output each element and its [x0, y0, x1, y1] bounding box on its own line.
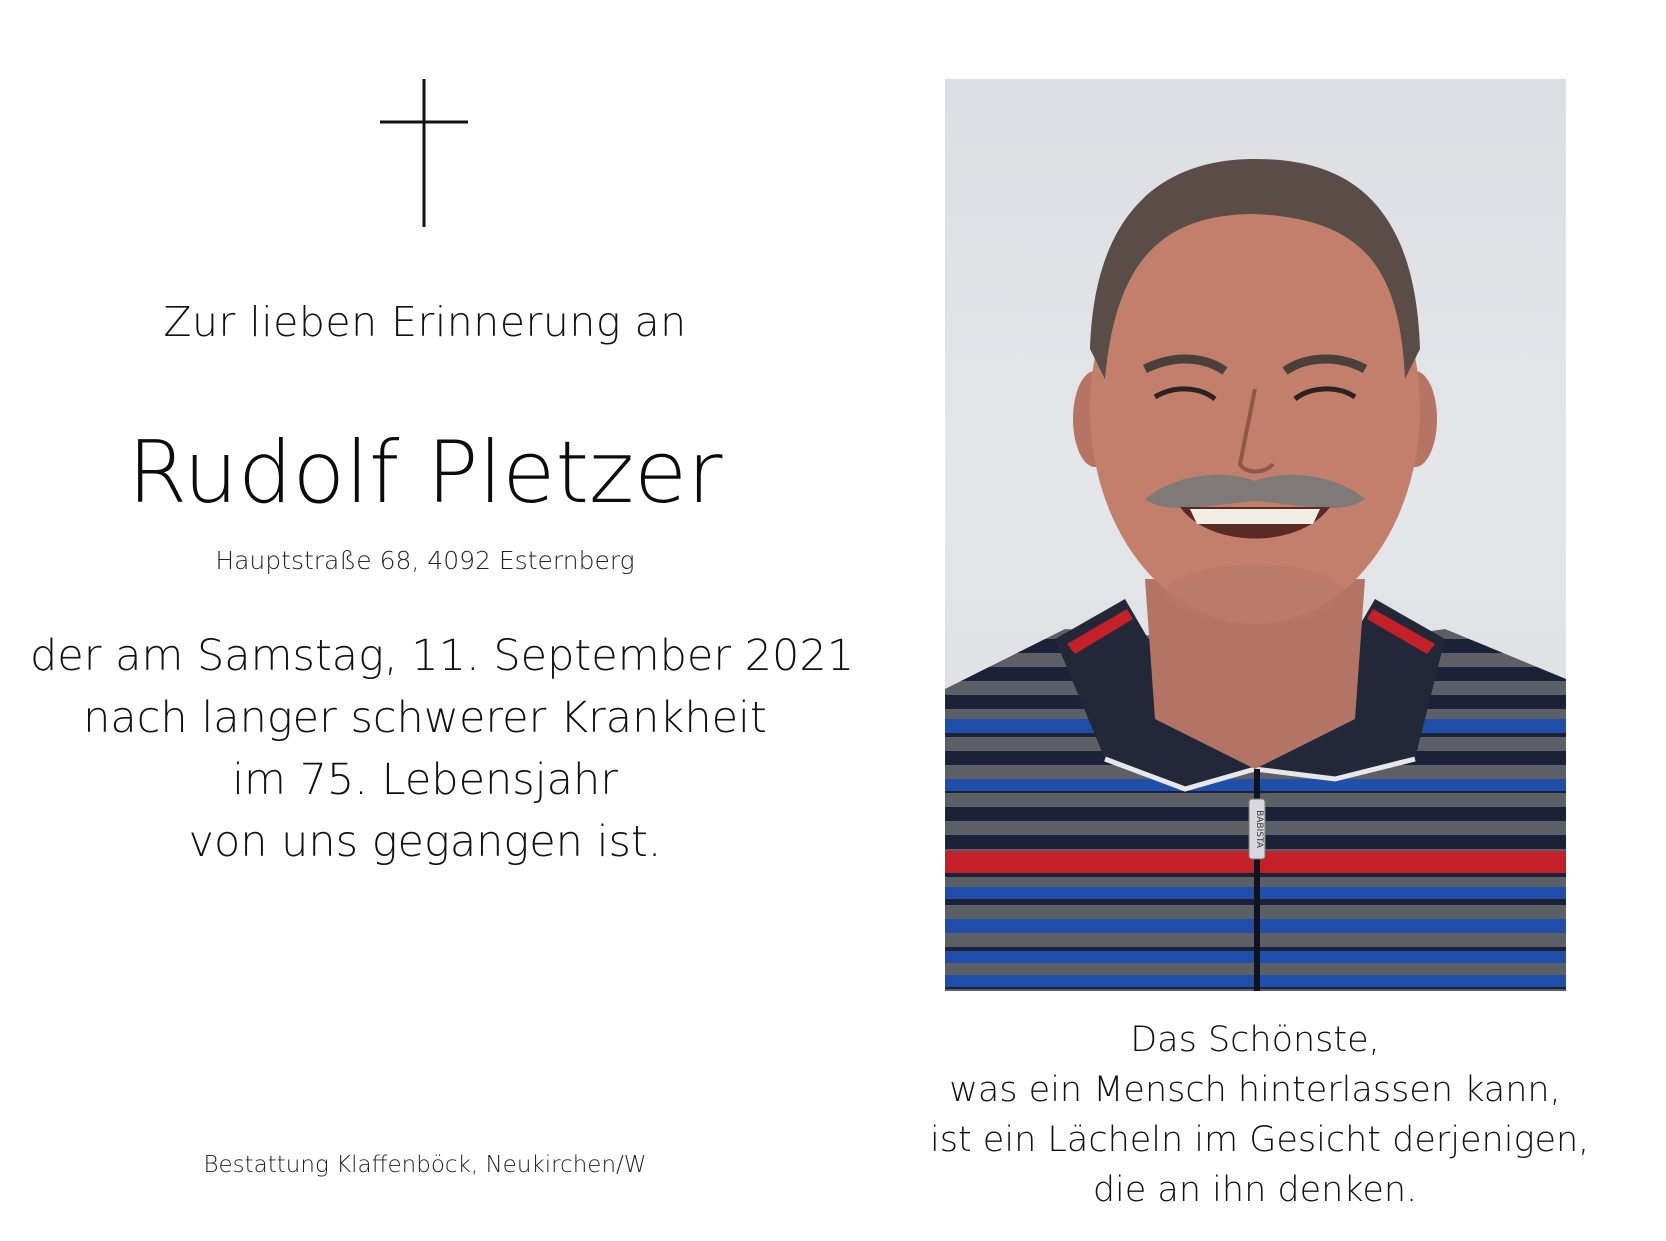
cross-icon — [380, 79, 468, 227]
announcement-line: von uns gegangen ist. — [188, 817, 662, 867]
quote-line: ist ein Lächeln im Gesicht derjenigen, — [930, 1120, 1590, 1160]
zipper-tag-text: BABISTA — [1254, 810, 1264, 848]
deceased-name: Rudolf Pletzer — [127, 423, 723, 523]
memorial-quote — [930, 1015, 1590, 1215]
announcement-line: im 75. Lebensjahr — [232, 755, 618, 805]
portrait-photo — [945, 79, 1566, 991]
intro-text: Zur lieben Erinnerung an — [163, 298, 687, 346]
quote-line: die an ihn denken. — [1092, 1170, 1418, 1210]
announcement-line: nach langer schwerer Krankheit — [83, 693, 767, 743]
quote-line: Das Schönste, — [1130, 1020, 1380, 1060]
address-text: Hauptstraße 68, 4092 Esternberg — [215, 546, 635, 575]
funeral-home-text: Bestattung Klaffenböck, Neukirchen/W — [203, 1152, 647, 1178]
quote-line: was ein Mensch hinterlassen kann, — [949, 1070, 1561, 1110]
announcement-line: der am Samstag, 11. September 2021 — [30, 631, 855, 681]
announcement-text — [30, 625, 855, 873]
